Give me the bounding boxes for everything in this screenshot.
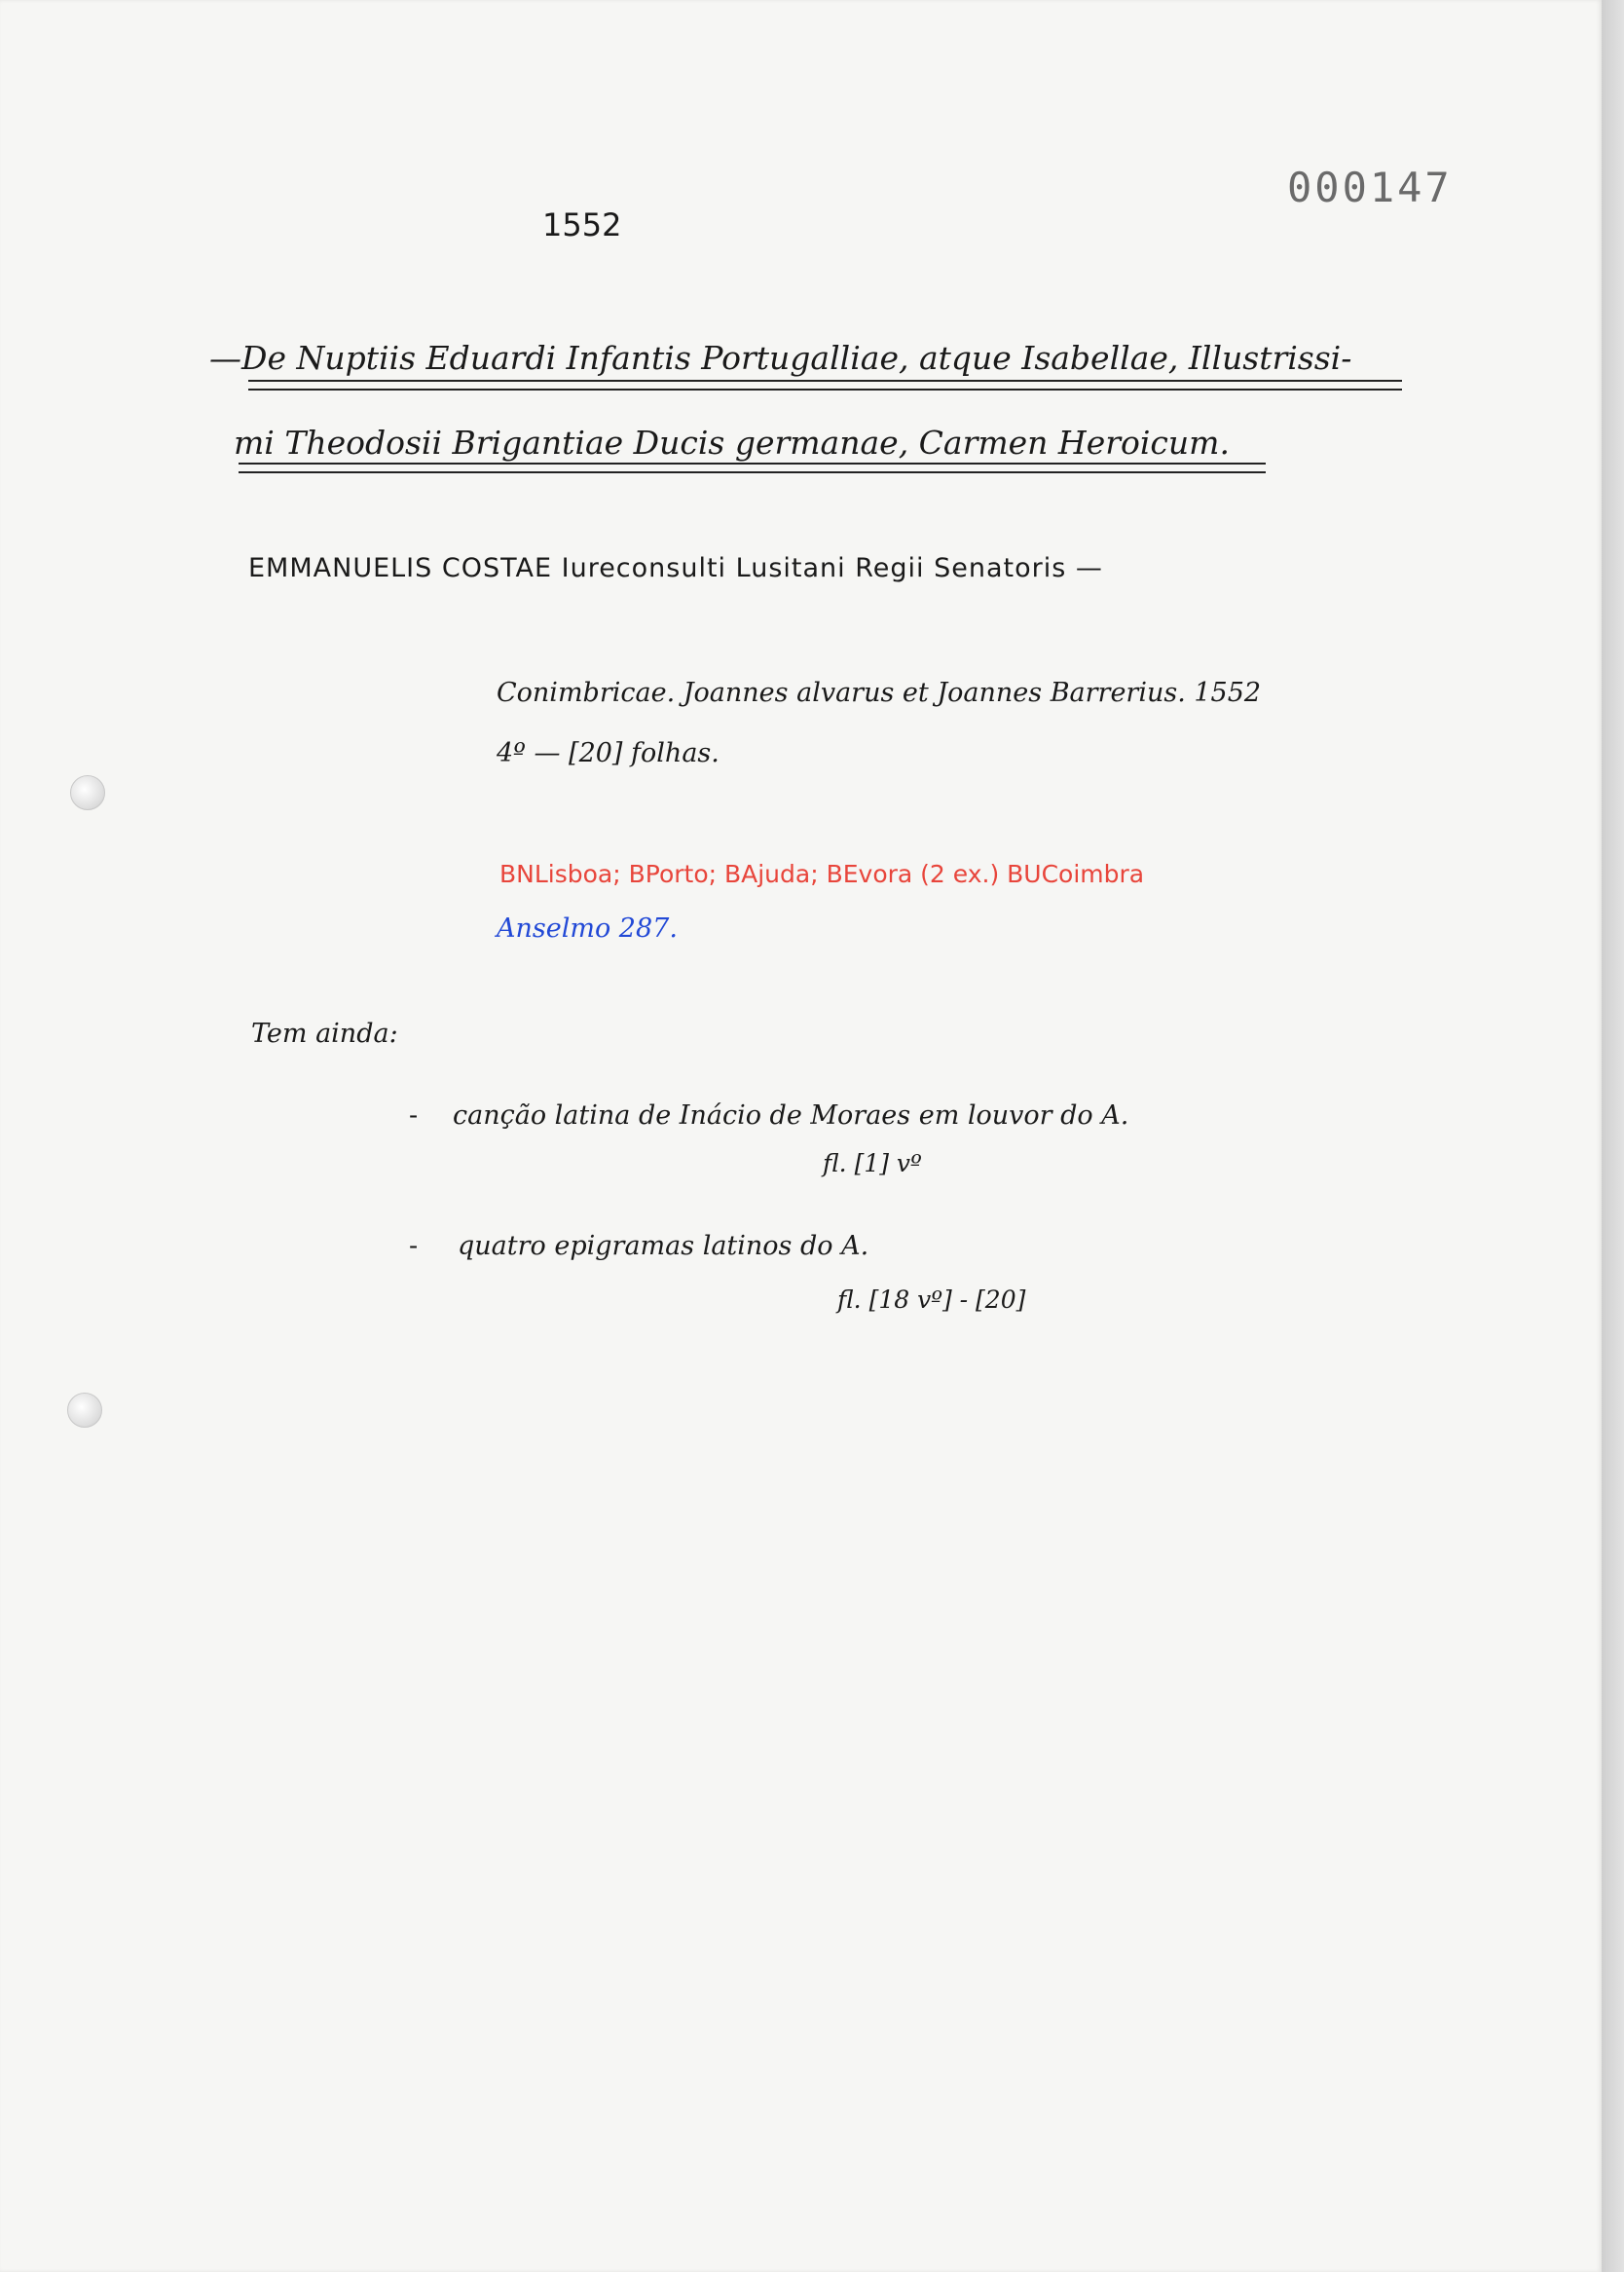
list-item-text: quatro epigramas latinos do A. [458, 1231, 869, 1261]
page-edge [1602, 0, 1624, 2272]
title-line-1: —De Nuptiis Eduardi Infantis Portugalliae, atque Isabellae, Illustrissi- [209, 339, 1352, 377]
list-item-location: fl. [18 vº] - [20] [837, 1285, 1026, 1314]
bibliographic-reference: Anselmo 287. [497, 913, 678, 944]
title-underline-1 [248, 380, 1402, 391]
format-line: 4º — [20] folhas. [497, 738, 720, 768]
also-contains-heading: Tem ainda: [251, 1019, 398, 1049]
list-bullet: - [409, 1100, 419, 1131]
title-underline-2 [239, 463, 1266, 473]
list-item-location: fl. [1] vº [823, 1149, 922, 1177]
list-bullet: - [409, 1231, 419, 1261]
list-item-text: canção latina de Inácio de Moraes em louvor do A. [453, 1100, 1129, 1131]
imprint-line: Conimbricae. Joannes alvarus et Joannes Barrerius. 1552 [497, 678, 1262, 708]
record-number-stamp: 000147 [1287, 164, 1453, 211]
punch-hole-lower [67, 1393, 102, 1428]
title-line-2: mi Theodosii Brigantiae Ducis germanae, Carmen Heroicum. [234, 424, 1230, 462]
library-holdings: BNLisboa; BPorto; BAjuda; BEvora (2 ex.) BUCoimbra [499, 860, 1145, 888]
publication-year: 1552 [542, 206, 622, 243]
punch-hole-upper [70, 775, 105, 810]
author-line: EMMANUELIS COSTAE Iureconsulti Lusitani Regii Senatoris — [248, 553, 1103, 583]
